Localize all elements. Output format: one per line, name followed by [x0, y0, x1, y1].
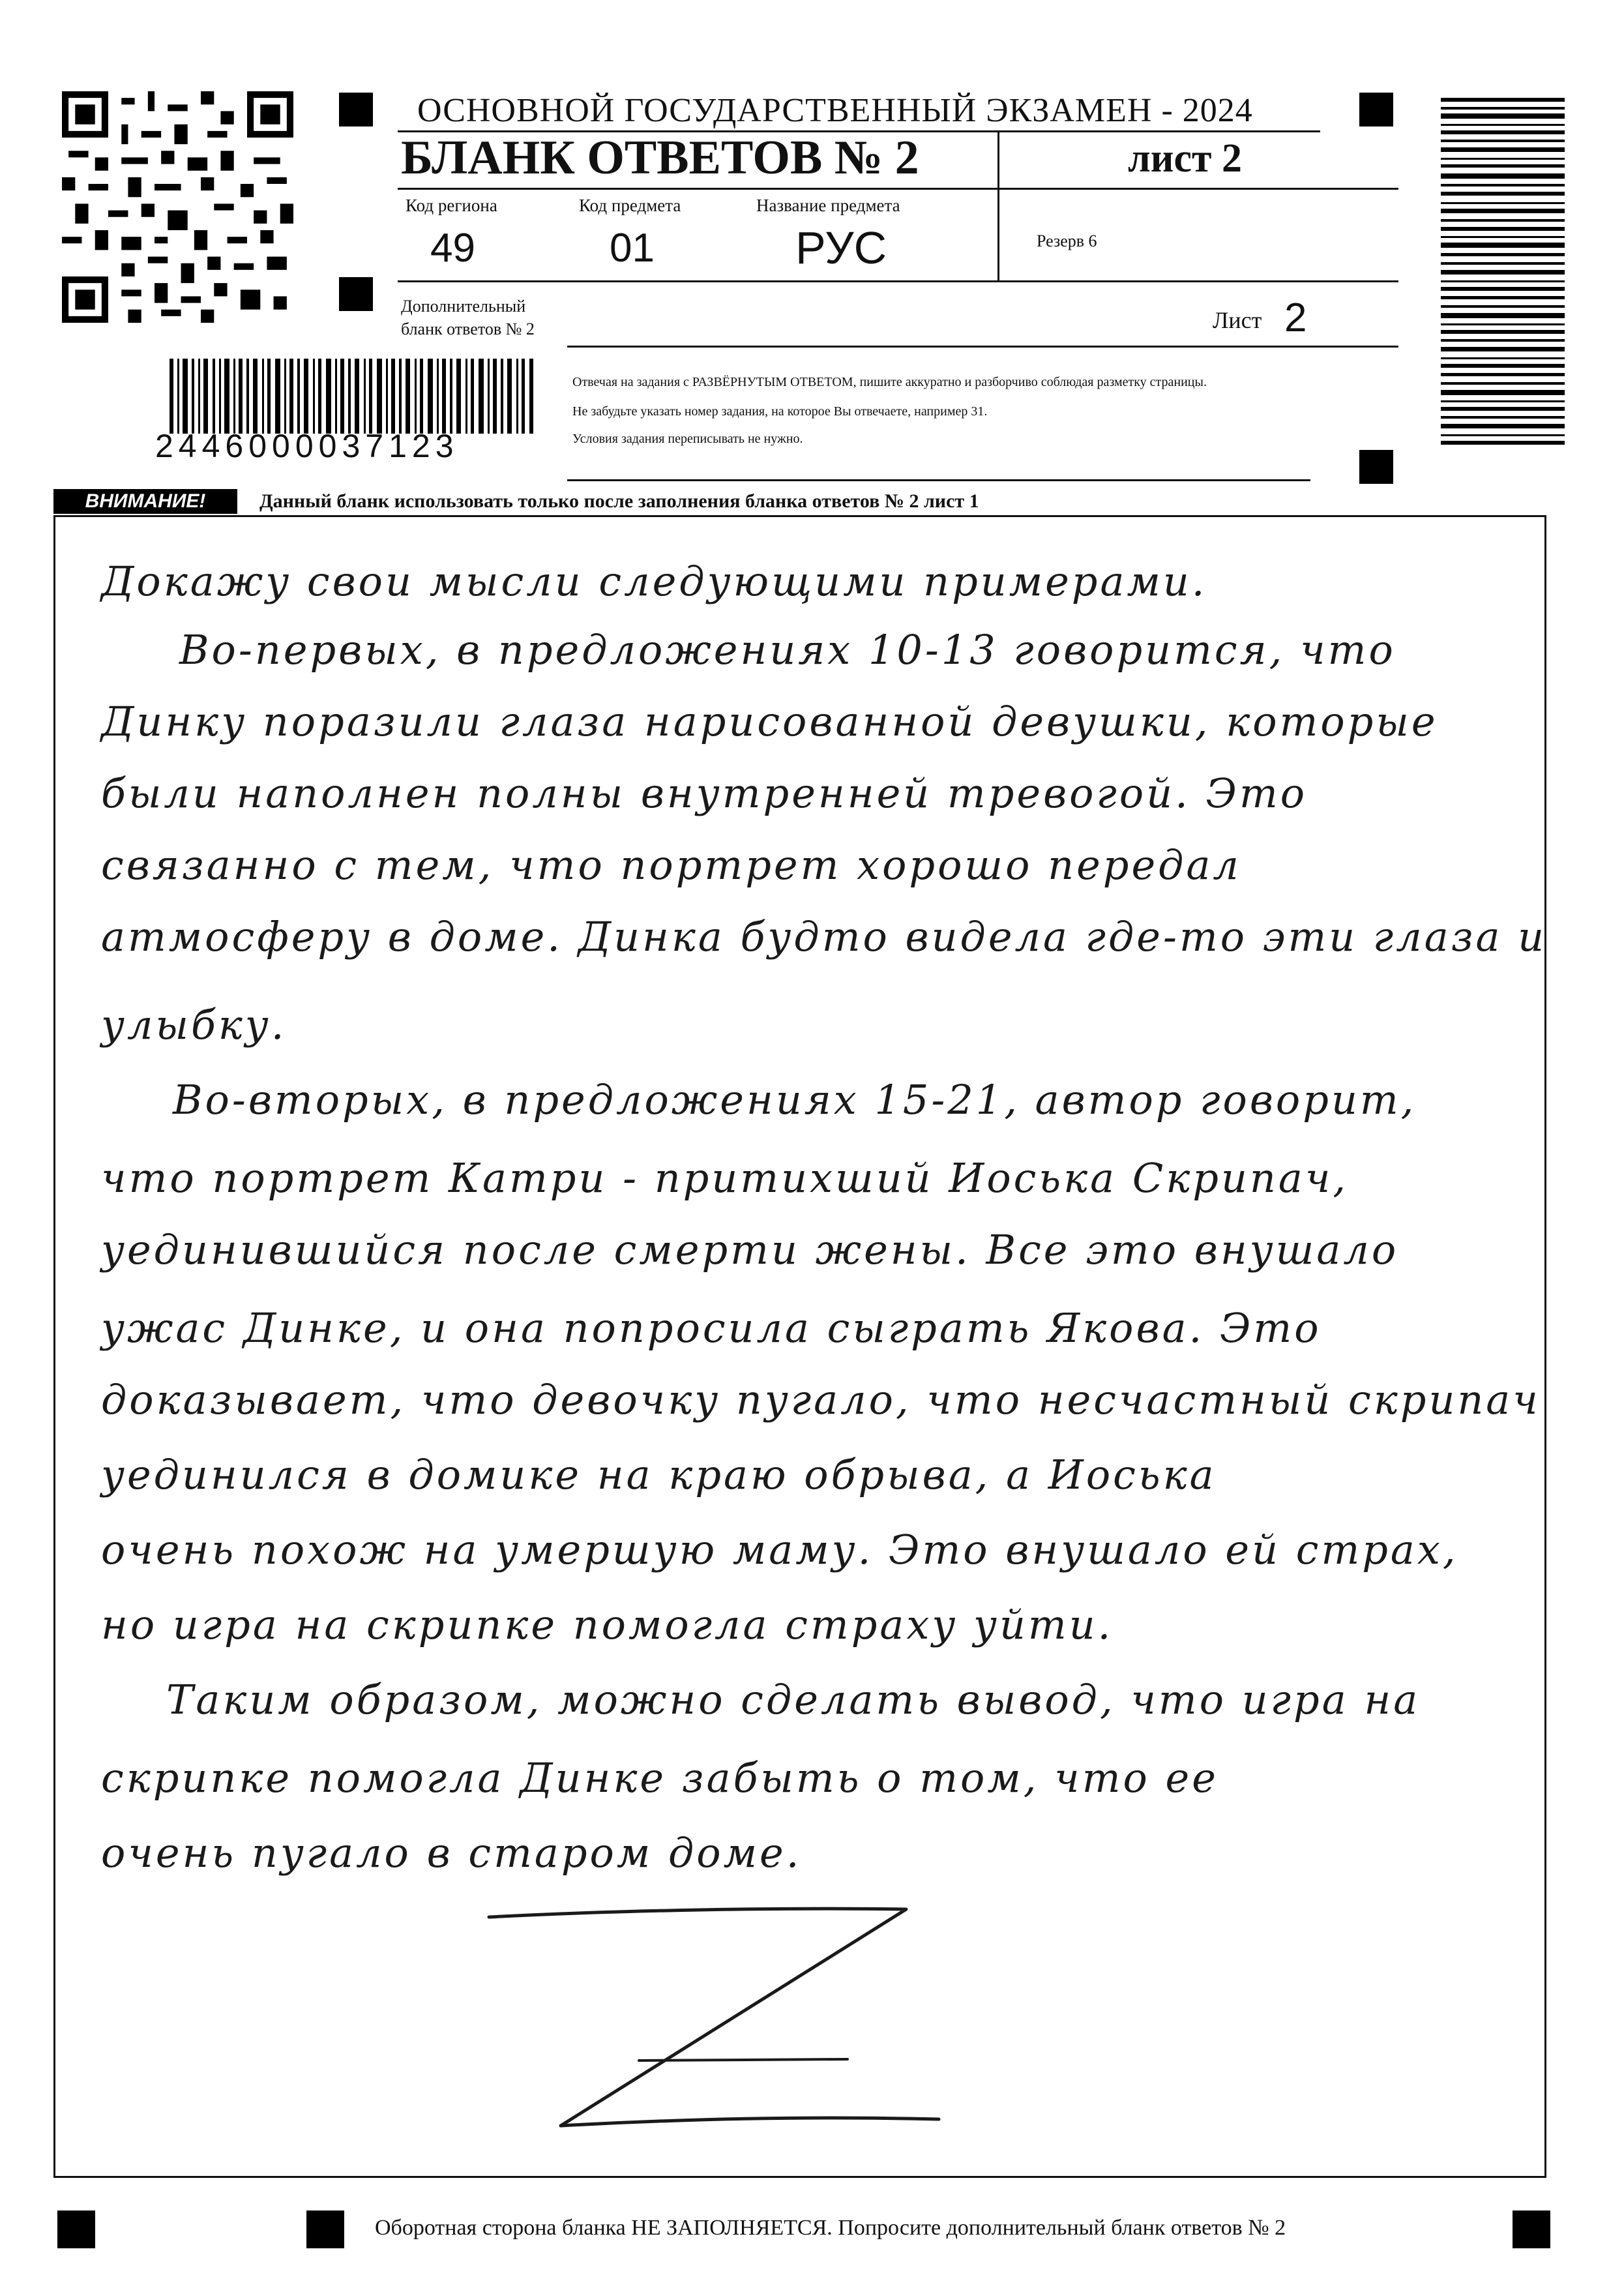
answer-line-10: уединившийся после смерти жены. Все это внушало — [101, 1226, 1399, 1273]
registration-mark-mid-right — [1359, 450, 1393, 484]
side-barcode — [1441, 98, 1565, 450]
sheet-number-value: 2 — [1284, 295, 1307, 340]
answer-line-9: что портрет Катри - притихший Иоська Скрипач, — [101, 1154, 1349, 1202]
subject-code-value: 01 — [610, 226, 655, 271]
footer-text: Оборотная сторона бланка НЕ ЗАПОЛНЯЕТСЯ. Попросите дополнительный бланк ответов № 2 — [375, 2216, 1286, 2240]
sheet-number-label: Лист — [1213, 307, 1262, 333]
z-strike-mark — [482, 1891, 952, 2165]
attention-badge: ВНИМАНИЕ! — [53, 489, 237, 514]
answer-line-12: доказывает, что девочку пугало, что несчастный скрипач — [101, 1376, 1541, 1423]
header-divider — [997, 130, 999, 280]
answer-line-14: очень похож на умершую маму. Это внушало ей страх, — [101, 1526, 1458, 1573]
instruction-line-1: Отвечая на задания с РАЗВЁРНУТЫМ ОТВЕТОМ, пишите аккуратно и разборчиво соблюдая разметку страницы. — [572, 375, 1207, 389]
qr-code — [62, 91, 293, 323]
answer-line-13: уединился в домике на краю обрыва, а Иоська — [101, 1451, 1217, 1498]
answer-line-18: очень пугало в старом доме. — [101, 1829, 802, 1877]
answer-line-8: Во-вторых, в предложениях 15-21, автор говорит, — [173, 1076, 1417, 1124]
answer-line-17: скрипке помогла Динке забыть о том, что ее — [101, 1754, 1218, 1802]
form-barcode — [170, 359, 535, 434]
region-code-value: 49 — [430, 226, 475, 271]
subject-code-label: Код предмета — [579, 196, 681, 215]
answer-line-2: Во-первых, в предложениях 10-13 говорится, что — [179, 626, 1396, 674]
header-rule-2 — [398, 188, 1398, 190]
answer-line-7: улыбку. — [101, 1001, 287, 1049]
answer-line-3: Динку поразили глаза нарисованной девушки, которые — [101, 698, 1438, 745]
header-rule-4 — [567, 346, 1398, 348]
region-code-label: Код региона — [406, 196, 497, 215]
answer-line-5: связанно с тем, что портрет хорошо передал — [101, 841, 1241, 889]
answer-line-1: Докажу свои мысли следующими примерами. — [101, 558, 1207, 605]
attention-text: Данный бланк использовать только после заполнения бланка ответов № 2 лист 1 — [259, 490, 979, 512]
header-rule-5 — [567, 479, 1310, 481]
registration-mark-mid-left — [339, 277, 373, 311]
registration-mark-bottom-right — [1513, 2210, 1550, 2248]
subject-name-label: Название предмета — [756, 196, 900, 215]
form-title: БЛАНК ОТВЕТОВ № 2 — [401, 131, 919, 185]
reserve-label: Резерв 6 — [1037, 231, 1097, 250]
registration-mark-top-right — [1359, 93, 1393, 127]
subject-name-value: РУС — [795, 222, 887, 273]
answer-line-6: атмосферу в доме. Динка будто видела где-то эти глаза и — [101, 913, 1547, 960]
answer-line-11: ужас Динке, и она попросила сыграть Якова. Это — [101, 1304, 1321, 1352]
answer-line-4: были наполнен полны внутренней тревогой. Это — [101, 769, 1308, 817]
instruction-line-2: Не забудьте указать номер задания, на которое Вы отвечаете, например 31. — [572, 404, 988, 419]
extra-form-label-2: бланк ответов № 2 — [401, 320, 535, 338]
answer-line-16: Таким образом, можно сделать вывод, что игра на — [166, 1676, 1421, 1723]
barcode-number: 2446000037123 — [155, 428, 459, 464]
registration-mark-top-left — [339, 93, 373, 127]
registration-mark-bottom-left-2 — [306, 2210, 344, 2248]
exam-title: ОСНОВНОЙ ГОСУДАРСТВЕННЫЙ ЭКЗАМЕН - 2024 — [417, 92, 1253, 129]
registration-mark-bottom-left-1 — [57, 2210, 95, 2248]
answer-line-15: но игра на скрипке помогла страху уйти. — [101, 1601, 1114, 1648]
extra-form-label-1: Дополнительный — [401, 297, 526, 316]
instruction-line-3: Условия задания переписывать не нужно. — [572, 432, 803, 446]
sheet-label: лист 2 — [1128, 136, 1242, 181]
header-rule-3 — [398, 280, 1398, 282]
